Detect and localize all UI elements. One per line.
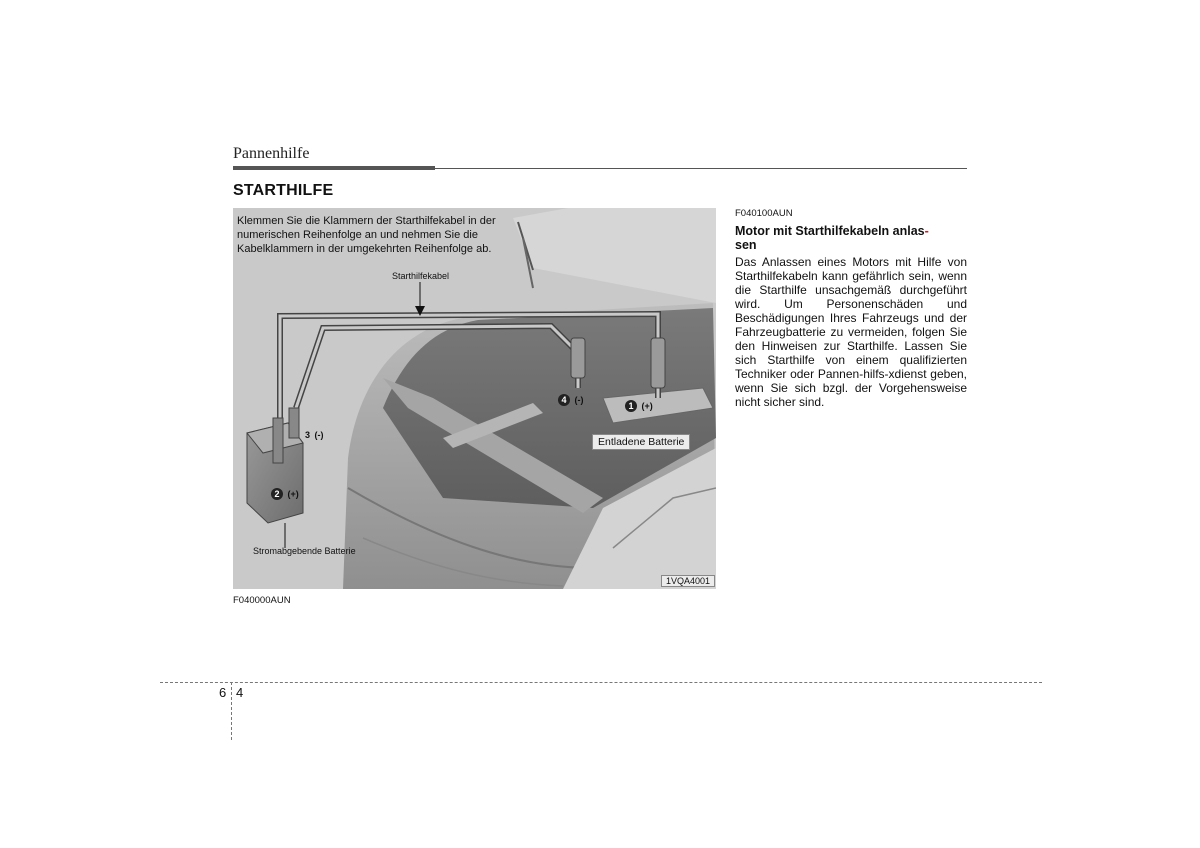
section-code: F040100AUN [735,208,793,219]
footer-dashed-rule [160,682,1042,683]
marker-number: 1 [625,400,637,412]
donor-battery-label: Stromabgebende Batterie [253,546,356,556]
body-paragraph: Das Anlassen eines Motors mit Hilfe von Starthilfekabeln kann gefährlich sein, wenn die Starthilfe unsachgemäß durchgeführt wird. Um Personenschäden und Beschädigungen Ihres Fahrzeugs und der Fahrzeugbatterie zu vermeiden, folgen Sie den Hinweisen zur Starthilfe. Lassen Sie sich Starthilfe von einem qualifizierten Techniker oder Pannen-hilfs-xdienst geben, wenn Sie sich bzgl. der Vorgehensweise nicht sicher sind. [735,255,967,409]
subheading-hyphen: - [924,224,929,238]
marker-4 [558,390,583,408]
marker-polarity: (+) [641,401,653,411]
marker-2 [271,484,299,502]
subheading-part-a: Motor mit Starthilfekabeln anlas [735,224,925,238]
subheading [735,224,967,252]
right-column [735,208,967,409]
image-code: 1VQA4001 [661,575,715,587]
dead-battery-label: Entladene Batterie [592,434,690,450]
marker-number: 4 [558,394,570,406]
marker-number: 2 [271,488,283,500]
page-heading: STARTHILFE [233,182,334,199]
section-title: Pannenhilfe [233,145,310,162]
marker-3 [305,425,323,443]
marker-polarity: (+) [287,489,299,499]
chapter-number: 6 [219,685,227,700]
figure-caption: Klemmen Sie die Klammern der Starthilfekabel in der numerischen Reihenfolge an und nehmen Sie die Kabelklammern in der umgekehrten Reihenfolge ab. [237,215,496,255]
cable-label: Starthilfekabel [392,271,450,281]
figure-ref-code: F040000AUN [233,595,291,606]
header-rule-thin [435,168,967,169]
marker-polarity: (-) [574,395,584,405]
jump-start-illustration [233,208,716,589]
footer-dashed-divider [231,682,232,740]
marker-1 [625,396,653,414]
header-rule-thick [233,166,435,170]
marker-number: 3 [305,430,311,440]
marker-polarity: (-) [314,430,324,440]
page-number: 4 [236,685,244,700]
subheading-part-b: sen [735,238,757,252]
